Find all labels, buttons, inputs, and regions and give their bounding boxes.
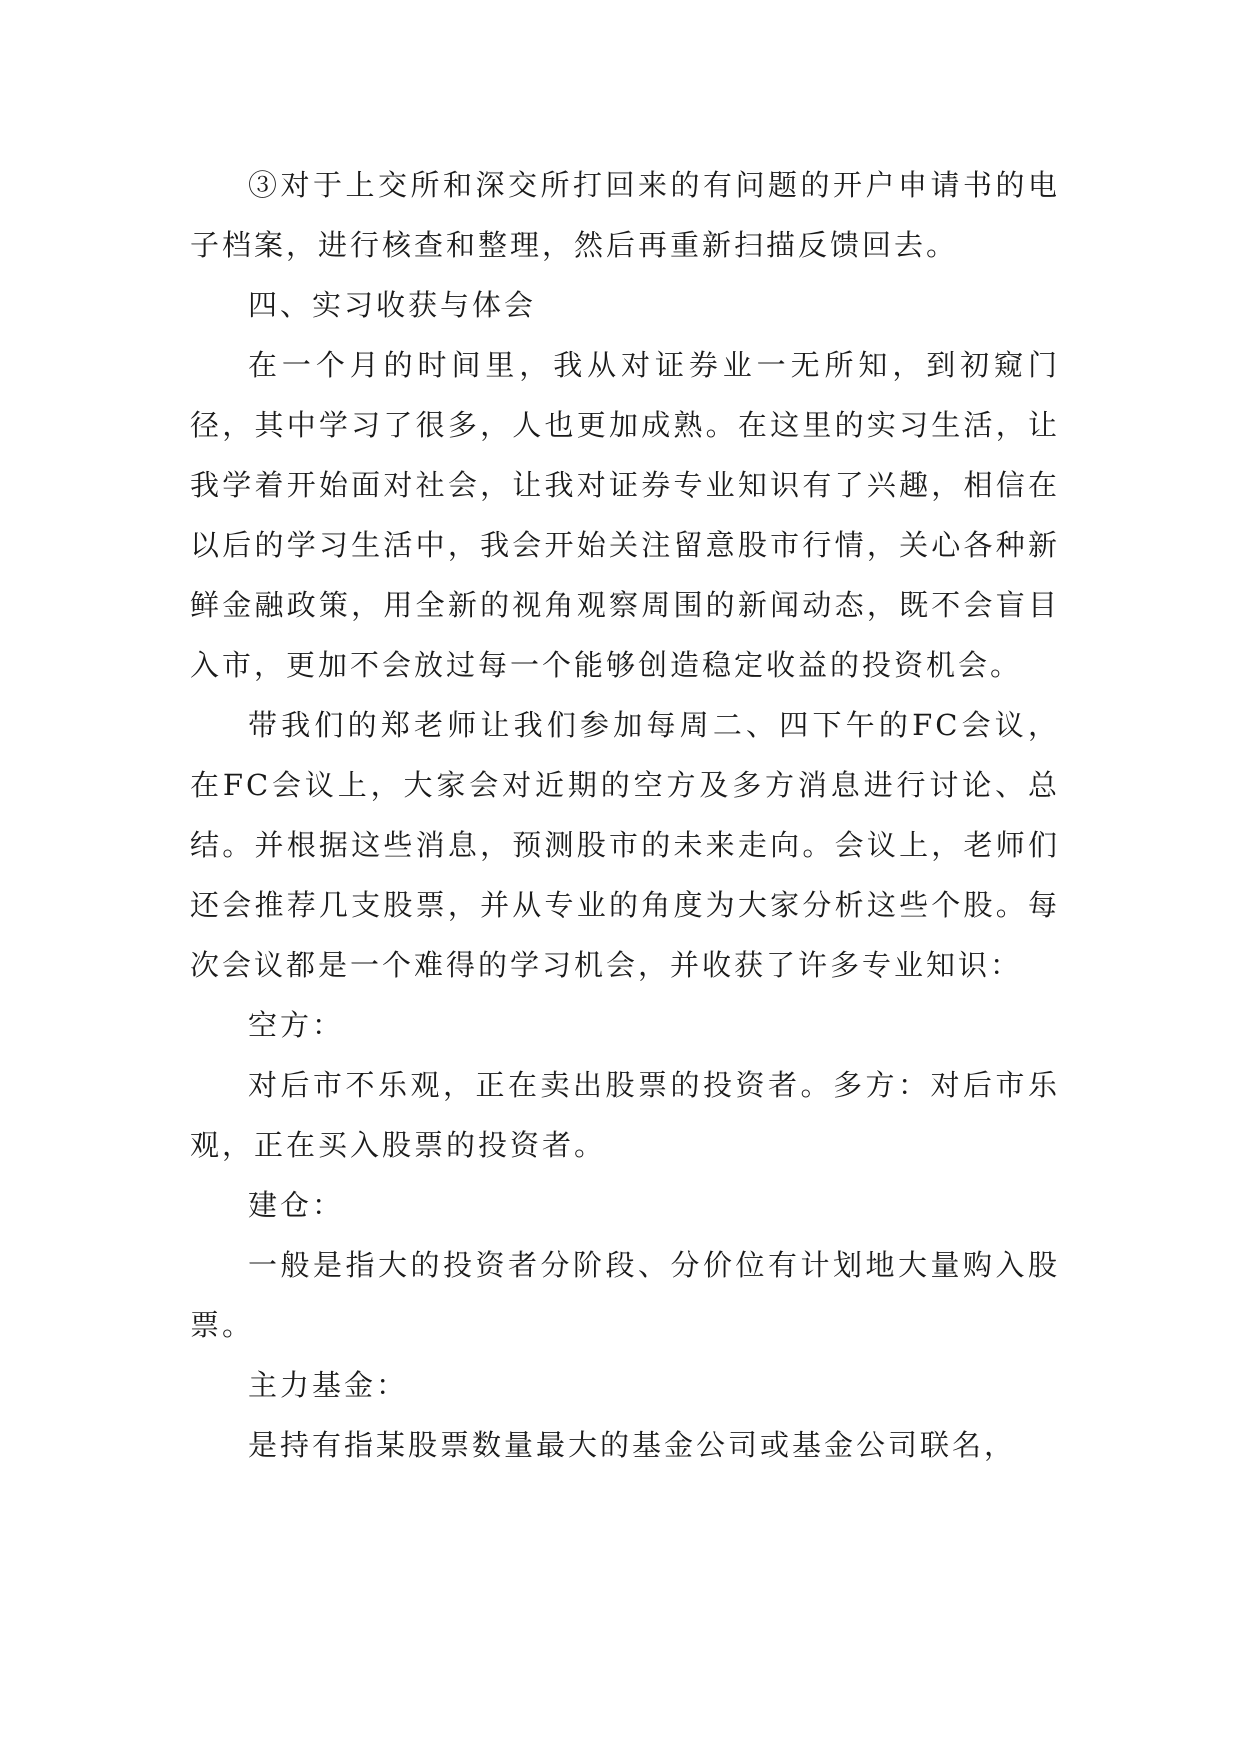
paragraph-one-month-experience: 在一个月的时间里，我从对证券业一无所知，到初窥门径，其中学习了很多，人也更加成熟。在这里的实习生活，让我学着开始面对社会，让我对证券专业知识有了兴趣，相信在以后的学习生活中，我会开始关注留意股市行情，关心各种新鲜金融政策，用全新的视角观察周围的新闻动态，既不会盲目入市，更加不会放过每一个能够创造稳定收益的投资机会。: [190, 348, 1060, 682]
term-bear-side: 空方：: [248, 1008, 345, 1042]
paragraph-fc-meeting: 带我们的郑老师让我们参加每周二、四下午的FC会议，在FC会议上，大家会对近期的空方及多方消息进行讨论、总结。并根据这些消息，预测股市的未来走向。会议上，老师们还会推荐几支股票，并从专业的角度为大家分析这些个股。每次会议都是一个难得的学习机会，并收获了许多专业知识：: [190, 708, 1060, 982]
definition-main-fund: 是持有指某股票数量最大的基金公司或基金公司联名，: [248, 1428, 1017, 1462]
document-body: [190, 155, 1060, 1475]
term-position-building: 建仓：: [248, 1188, 345, 1222]
section-heading-internship-gains: 四、实习收获与体会: [248, 288, 537, 322]
definition-position-building: 一般是指大的投资者分阶段、分价位有计划地大量购入股票。: [190, 1248, 1060, 1342]
term-main-fund: 主力基金：: [248, 1368, 409, 1402]
paragraph-review-records: ③对于上交所和深交所打回来的有问题的开户申请书的电子档案，进行核查和整理，然后再重新扫描反馈回去。: [190, 168, 1060, 262]
definition-bear-bull: 对后市不乐观，正在卖出股票的投资者。多方：对后市乐观，正在买入股票的投资者。: [190, 1068, 1060, 1162]
